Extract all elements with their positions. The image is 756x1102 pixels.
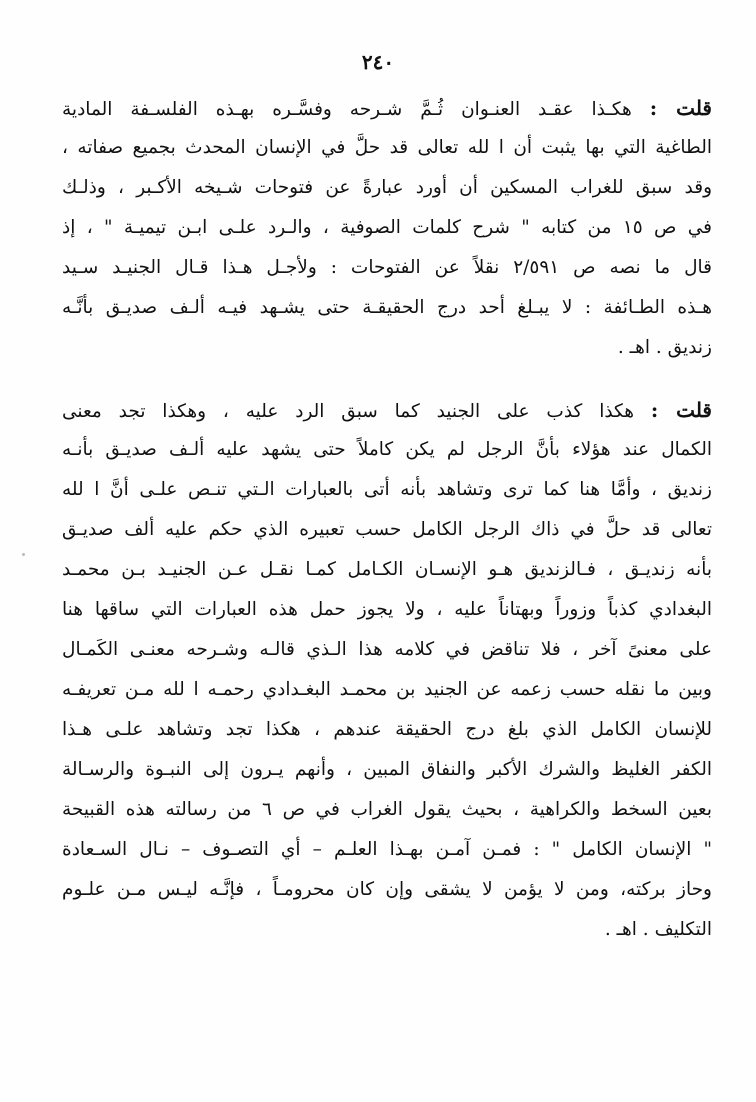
- text-line: التكليف . اهـ .: [604, 919, 712, 940]
- text-line: في ص ١٥ من كتابه " شرح كلمات الصوفية ، والـرد علـى ابـن تيميـة " ، إذ: [62, 217, 712, 238]
- text-line: بعين السخط والكراهية ، بحيث يقول الغراب في ص ٦ من رسالته هذه القبيحة: [62, 799, 712, 820]
- text-line: تعالى قد حلَّ في ذاك الرجل الكامل حسب تعبيره الذي حكم عليه ألف صديـق: [62, 519, 712, 540]
- text-line: الطاغية التي بها يثبت أن ا لله تعالى قد حلَّ في الإنسان المحدث بجميع صفاته ،: [62, 137, 712, 158]
- page-number: ٢٤٠: [361, 50, 395, 74]
- text-line: وحاز بركته، ومن لا يؤمن لا يشقى وإن كان محرومـاً ، فإنَّـه ليـس مـن علـوم: [62, 879, 712, 900]
- paragraph-spacer: [62, 368, 712, 390]
- paragraph-1: [62, 88, 712, 368]
- paragraph-lead: قلت :: [650, 398, 712, 422]
- text-line: وقد سبق للغراب المسكين أن أورد عبارةً عن فتوحات شـيخه الأكـبر ، وذلـك: [62, 177, 712, 198]
- text-line: هـذه الطـائفة : لا يبـلغ أحد درج الحقيقـة حتى يشـهد فيـه ألـف صديـق بأنَّـه: [62, 297, 712, 318]
- text-line: " الإنسان الكامل " : فمـن آمـن بهـذا العلـم – أي التصـوف – نـال السـعادة: [62, 839, 712, 860]
- text-line: قلت : هكـذا عقـد العنـوان ثُـمَّ شـرحه وفسَّـره بهـذه الفلسـفة المادية: [62, 96, 712, 120]
- page-body: [62, 88, 712, 950]
- text-line: الكمال عند هؤلاء بأنَّ الرجل لم يكن كاملاً حتى يشهد عليه ألـف صديـق بأنـه: [62, 439, 712, 460]
- text-line: وبين ما نقله حسب زعمه عن الجنيد بن محمـد البغـدادي رحمـه ا لله مـن تعريفـه: [62, 679, 712, 700]
- paragraph-2: [62, 390, 712, 950]
- text-line: زنديق ، وأمَّا هنا كما ترى وتشاهد بأنه أتى بالعبارات الـتي تنـص علـى أنَّ ا لله: [62, 479, 712, 500]
- text-line: قلت : هكذا كذب على الجنيد كما سبق الرد عليه ، وهكذا تجد معنى: [62, 398, 712, 422]
- text-line: الكفر الغليظ والشرك الأكبر والنفاق المبين ، وأنهم يـرون إلى النبـوة والرسـالة: [62, 759, 712, 780]
- text-line: على معنىً آخر ، فلا تناقض في كلامه هذا الـذي قالـه وشـرحه معنـى الكَمـال: [62, 639, 712, 660]
- text-line: بأنه زنديـق ، فـالزنديق هـو الإنسـان الكـامل كمـا نقـل عـن الجنيـد بـن محمـد: [62, 559, 712, 580]
- text-line: البغدادي كذباً وزوراً وبهتاناً عليه ، ولا يجوز حمل هذه العبارات التي ساقها هنا: [62, 599, 712, 620]
- text-line: قال ما نصه ص ٢/٥٩١ نقلاً عن الفتوحات : ولأجـل هـذا قـال الجنيـد سـيد: [62, 257, 712, 278]
- text-line: للإنسان الكامل الذي بلغ درج الحقيقة عندهم ، هكذا تجد وتشاهد علـى هـذا: [62, 719, 712, 740]
- scan-speck: [22, 553, 25, 556]
- paragraph-lead: قلت :: [649, 96, 712, 120]
- text-line: زنديق . اهـ .: [617, 337, 712, 358]
